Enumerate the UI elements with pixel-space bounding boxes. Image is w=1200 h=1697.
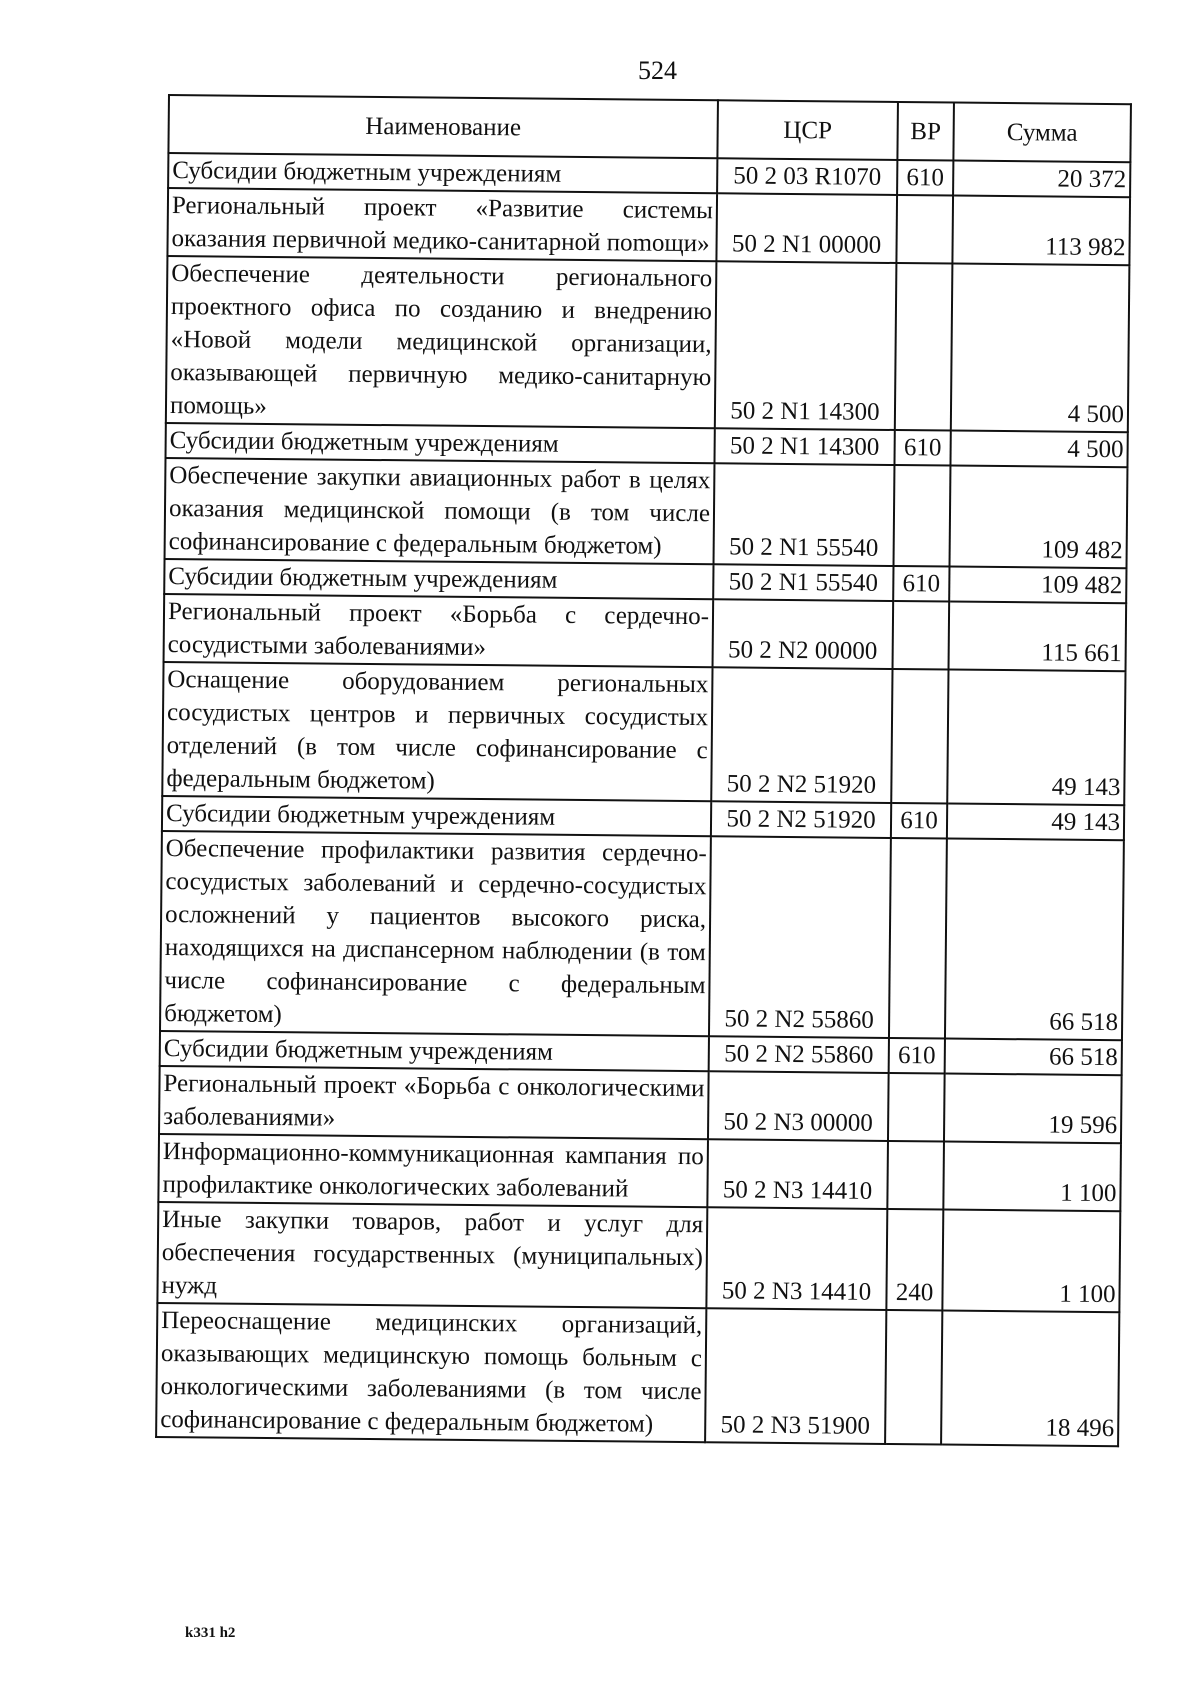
row-name: Обеспечение закупки авиационных работ в целях оказания медицинской помощи (в том числе софинансирование с федеральным бюджетом) (165, 458, 715, 564)
row-name: Переоснащение медицинских организаций, оказывающих медицинскую помощь больным с онкологическими заболеваниями (в том числе софинансирование с федеральным бюджетом) (156, 1303, 706, 1442)
table-row (156, 1303, 1119, 1446)
row-vr (895, 263, 953, 431)
table-row (167, 188, 1130, 265)
row-csr: 50 2 N2 55860 (709, 1036, 889, 1073)
row-name: Оснащение оборудованием региональных сосудистых центров и первичных сосудистых отделений (в том числе софинансирование с федеральным бюджетом) (162, 662, 712, 801)
table-row (159, 1066, 1122, 1143)
row-csr: 50 2 N3 51900 (705, 1308, 886, 1444)
row-vr (887, 1141, 944, 1210)
table-row (162, 662, 1125, 805)
row-sum: 20 372 (953, 161, 1130, 198)
row-name: Региональный проект «Борьба с онкологическими заболеваниями» (159, 1066, 709, 1139)
row-csr: 50 2 N2 51920 (711, 667, 892, 803)
row-csr: 50 2 N3 00000 (708, 1071, 889, 1141)
row-vr (885, 1310, 942, 1445)
row-vr (896, 195, 953, 264)
row-name: Субсидии бюджетным учреждениям (164, 559, 713, 599)
row-sum: 49 143 (947, 670, 1125, 806)
row-sum: 49 143 (947, 804, 1124, 841)
row-vr: 610 (894, 430, 950, 466)
row-vr (889, 838, 947, 1039)
row-name: Субсидии бюджетным учреждениям (162, 796, 711, 836)
row-vr: 610 (891, 803, 947, 839)
row-vr (894, 465, 951, 567)
row-name: Обеспечение деятельности регионального проектного офиса по созданию и внедрению «Новой модели медицинской организации, оказывающей первичную медико-санитарную помощь» (166, 256, 717, 428)
table-row (166, 256, 1130, 432)
row-name: Обеспечение профилактики развития сердечно-сосудистых заболеваний и сердечно-сосудистых осложнений у пациентов высокого риска, находящихся на диспансерном наблюдении (в том числе софинансирование с федеральным бюджетом) (160, 831, 711, 1036)
row-csr: 50 2 N2 55860 (709, 836, 891, 1038)
row-vr (891, 669, 948, 804)
table-row (165, 458, 1128, 568)
row-csr: 50 2 N1 55540 (713, 564, 893, 601)
row-csr: 50 2 03 R1070 (717, 158, 897, 195)
row-sum: 115 661 (949, 602, 1127, 672)
table-header-row (168, 95, 1131, 162)
row-sum: 4 500 (950, 431, 1127, 468)
document-code-mark: k331 h2 (185, 1625, 236, 1641)
table-body (156, 153, 1130, 1446)
row-sum: 4 500 (951, 264, 1130, 433)
header-csr: ЦСР (717, 100, 898, 160)
row-name: Региональный проект «Борьба с сердечно-сосудистыми заболеваниями» (164, 594, 714, 667)
row-csr: 50 2 N2 51920 (711, 801, 891, 838)
row-vr: 240 (886, 1209, 943, 1311)
row-sum: 66 518 (945, 1039, 1122, 1076)
row-csr: 50 2 N3 14410 (707, 1139, 888, 1209)
budget-table-container (155, 94, 1130, 1447)
table-row (158, 1134, 1121, 1211)
row-sum: 109 482 (950, 466, 1128, 569)
row-vr (888, 1073, 945, 1142)
row-csr: 50 2 N1 55540 (714, 463, 895, 566)
row-sum: 18 496 (941, 1310, 1119, 1446)
row-csr: 50 2 N1 00000 (716, 193, 897, 263)
row-name: Региональный проект «Развитие системы оказания первичной медико-санитарной поmощи» (167, 188, 717, 261)
row-sum: 1 100 (942, 1209, 1120, 1312)
row-sum: 109 482 (949, 567, 1126, 604)
row-csr: 50 2 N1 14300 (715, 261, 897, 430)
row-vr: 610 (897, 160, 953, 196)
row-vr (893, 601, 950, 670)
row-name: Иные закупки товаров, работ и услуг для обеспечения государственных (муниципальных) нужд (157, 1202, 707, 1308)
budget-table (155, 94, 1132, 1447)
table-row (157, 1202, 1120, 1312)
row-sum: 1 100 (943, 1141, 1121, 1211)
table-row (164, 594, 1127, 671)
row-csr: 50 2 N1 14300 (714, 428, 894, 465)
row-sum: 66 518 (945, 839, 1124, 1041)
page-number: 524 (638, 56, 677, 85)
row-sum: 113 982 (952, 196, 1130, 266)
table-row (160, 831, 1124, 1040)
row-csr: 50 2 N3 14410 (706, 1207, 887, 1310)
row-name: Субсидии бюджетным учреждениям (160, 1031, 709, 1071)
row-csr: 50 2 N2 00000 (713, 599, 894, 669)
header-vr: ВР (897, 102, 954, 161)
header-sum: Сумма (953, 103, 1131, 163)
row-vr: 610 (893, 566, 949, 602)
header-name: Наименование (168, 95, 718, 158)
row-name: Информационно-коммуникационная кампания по профилактике онкологических заболеваний (158, 1134, 708, 1207)
row-name: Субсидии бюджетным учреждениям (166, 423, 715, 463)
row-sum: 19 596 (944, 1074, 1122, 1144)
row-vr: 610 (889, 1038, 945, 1074)
row-name: Субсидии бюджетным учреждениям (168, 153, 717, 193)
